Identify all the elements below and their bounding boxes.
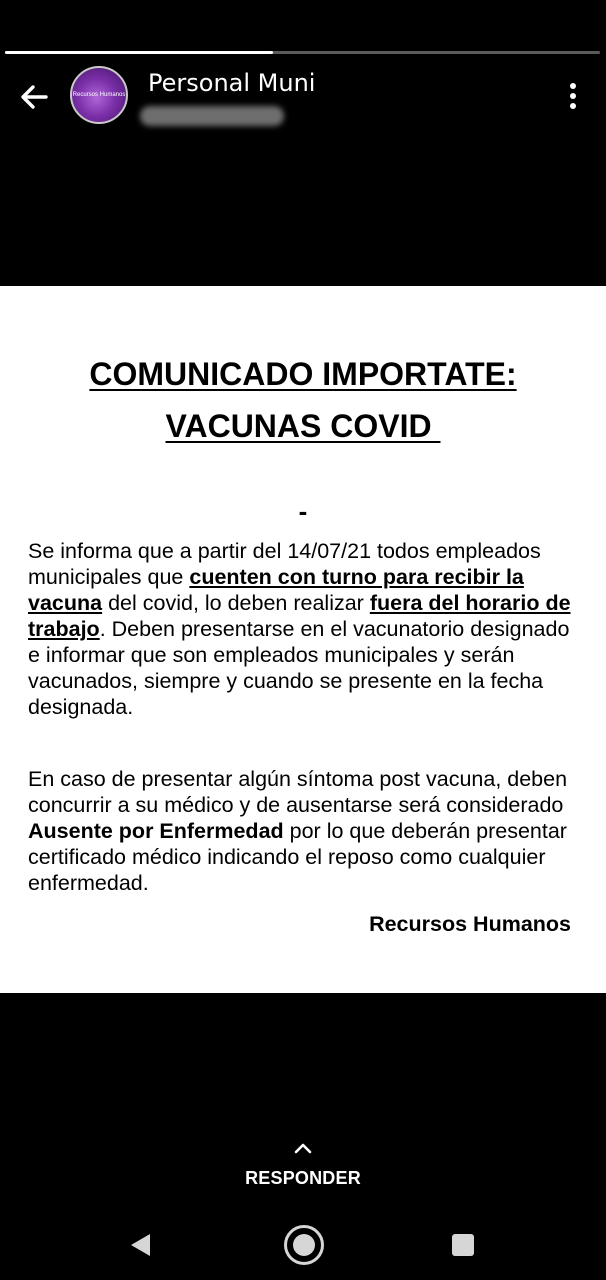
more-vertical-icon[interactable] [560,80,586,112]
p1-text-1: Se informa que a partir del 14/07/21 todos empleados municipales que [28,539,541,589]
blurred-handle [140,106,284,126]
separator-dash: - [298,496,308,526]
chevron-up-icon [292,1140,314,1156]
title-line-2: VACUNAS COVID [165,408,441,444]
story-content [0,286,606,993]
p2-bold-1: Ausente por Enfermedad [28,819,284,843]
triangle-back-icon[interactable] [128,1232,152,1258]
reply-label: RESPONDER [245,1168,361,1188]
p1-text-3: . Deben presentarse en el vacunatorio designado e informar que son empleados municipales y serán vacunados, siempre y cuando se presente en la fecha designada. [28,617,570,719]
p2-text-1: En caso de presentar algún síntoma post vacuna, deben concurrir a su médico y de ausentarse será considerado [28,767,568,817]
square-recents-icon[interactable] [452,1234,474,1256]
title-line-1: COMUNICADO IMPORTATE: [89,356,517,392]
announcement-title [0,348,606,452]
p2-text-2: por lo que deberán presentar certificado médico indicando el reposo como cualquier enfermedad. [28,819,567,895]
story-progress-bar [5,51,600,54]
story-progress-fill [5,51,273,54]
p1-bold-2: fuera del horario de trabajo [28,591,571,641]
circle-home-icon[interactable] [282,1223,326,1267]
avatar[interactable] [70,66,128,124]
signature: Recursos Humanos [369,912,571,936]
paragraph-1 [28,538,583,720]
account-name[interactable]: Personal Muni [148,69,316,97]
story-header [0,60,606,140]
p1-bold-1: cuenten con turno para recibir la vacuna [28,565,524,615]
reply-button[interactable] [0,1140,606,1189]
avatar-text: Recursos Humanos [72,92,126,98]
p1-text-2: del covid, lo deben realizar [102,591,370,615]
system-navigation-bar [0,1210,606,1280]
back-arrow-icon[interactable] [14,76,56,118]
paragraph-2 [28,766,583,896]
